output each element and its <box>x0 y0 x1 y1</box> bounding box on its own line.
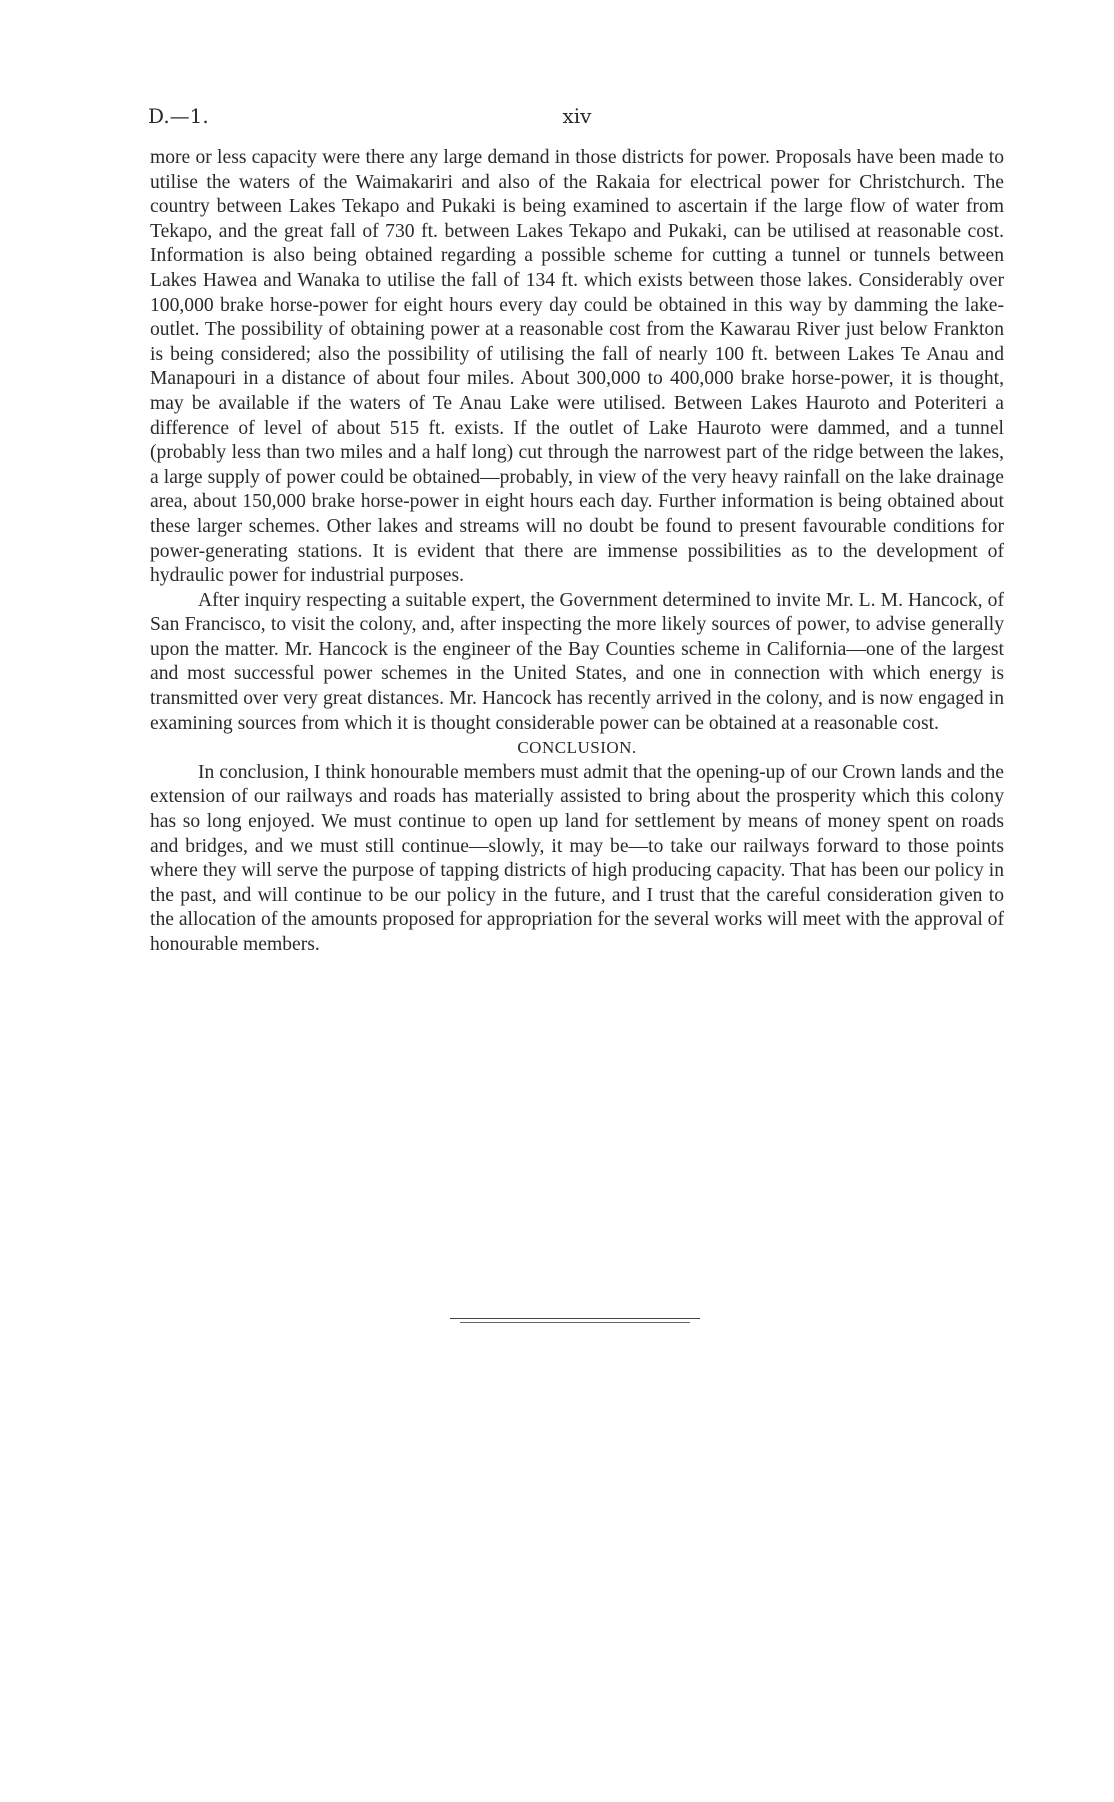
paragraph-hancock: After inquiry respecting a suitable expert, the Government determined to invite Mr. L. M. Hancock, of San Francisco, to visit the colony, and, after inspecting the more likely sources of power, to advise generally upon the matter. Mr. Hancock is the engineer of the Bay Counties scheme in California—one of the largest and most successful power schemes in the United States, and one in connection with which energy is transmitted over very great distances. Mr. Hancock has recently arrived in the colony, and is now engaged in examining sources from which it is thought considerable power can be obtained at a reasonable cost. <box>150 589 1004 734</box>
closing-rule-line-upper <box>450 1318 700 1319</box>
paragraph-conclusion: In conclusion, I think honourable members must admit that the opening-up of our Crown lands and the extension of our railways and roads has materially assisted to bring about the prosperity which this colony has so long enjoyed. We must continue to open up land for settlement by means of money spent on roads and bridges, and we must still continue—slowly, it may be—to take our railways forward to those points where they will serve the purpose of tapping districts of high producing capacity. That has been our policy in the past, and will continue to be our policy in the future, and I trust that the careful consideration given to the allocation of the amounts proposed for appropriation for the several works will meet with the approval of honourable members. <box>150 761 1004 955</box>
document-reference: D.—1. <box>148 104 209 128</box>
closing-rule-line-lower <box>460 1322 690 1323</box>
body-text <box>150 146 1004 958</box>
page-number: xiv <box>562 104 592 128</box>
paragraph-power-schemes: more or less capacity were there any large demand in those districts for power. Proposals have been made to utilise the waters of the Waimakariri and also of the Rakaia for electrical power for Christchurch. The country between Lakes Tekapo and Pukaki is being examined to ascertain if the large flow of water from Tekapo, and the great fall of 730 ft. between Lakes Tekapo and Pukaki, can be utilised at reasonable cost. Information is also being obtained regarding a possible scheme for cutting a tunnel or tunnels between Lakes Hawea and Wanaka to utilise the fall of 134 ft. which exists between those lakes. Considerably over 100,000 brake horse-power for eight hours every day could be obtained in this way by damming the lake-outlet. The possibility of obtaining power at a reasonable cost from the Kawarau River just below Frankton is being considered; also the possibility of utilising the fall of nearly 100 ft. between Lakes Te Anau and Manapouri in a distance of about four miles. About 300,000 to 400,000 brake horse-power, it is thought, may be available if the waters of Te Anau Lake were utilised. Between Lakes Hauroto and Poteriteri a difference of level of about 515 ft. exists. If the outlet of Lake Hauroto were dammed, and a tunnel (probably less than two miles and a half long) cut through the narrowest part of the ridge between the lakes, a large supply of power could be obtained—probably, in view of the very heavy rainfall on the lake drainage area, about 150,000 brake horse-power in eight hours each day. Further information is being obtained about these larger schemes. Other lakes and streams will no doubt be found to present favourable conditions for power-generating stations. It is evident that there are immense possibilities as to the development of hydraulic power for industrial purposes. <box>150 147 1004 587</box>
closing-rule <box>450 1318 700 1324</box>
running-head <box>148 104 1006 134</box>
section-heading-conclusion: CONCLUSION. <box>517 738 637 758</box>
